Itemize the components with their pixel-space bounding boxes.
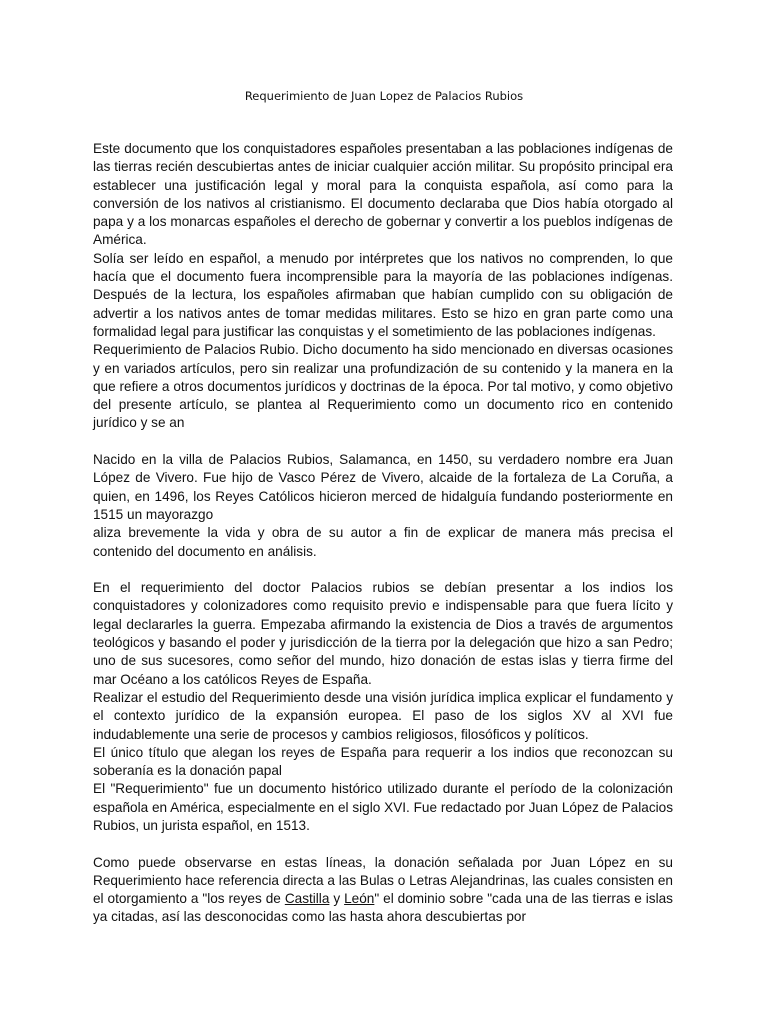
paragraph-spacer (93, 835, 673, 853)
document-title: Requerimiento de Juan Lopez de Palacios Rubios (244, 89, 524, 103)
paragraph-historical-document: El "Requerimiento" fue un documento histórico utilizado durante el período de la colonización española en América, especialmente en el siglo XVI. Fue redactado por Juan López de Palacios Rubios, un jurista español, en 1513. (93, 781, 673, 833)
paragraph-bulas-text-end: " el dominio sobre "cada una de las tierras e islas ya citadas, así las desconocidas como las hasta ahora descubiertas por (93, 891, 673, 925)
paragraph-spacer (93, 433, 673, 451)
paragraph-intro: Este documento que los conquistadores españoles presentaban a las poblaciones indígenas de las tierras recién descubiertas antes de iniciar cualquier acción militar. Su propósito principal era establecer una justificación legal y moral para la conquista española, así como para la conversión de los nativos al cristianismo. El documento declaraba que Dios había otorgado al papa y a los monarcas españoles el derecho de gobernar y convertir a los pueblos indígenas de América. (93, 141, 673, 248)
paragraph-bulas-text-middle: y (329, 891, 345, 907)
document-body (93, 140, 673, 927)
paragraph-palacios-rubio: Requerimiento de Palacios Rubio. Dicho documento ha sido mencionado en diversas ocasiones y en variados artículos, pero sin realizar una profundización de su contenido y la manera en la que refiere a otros documentos jurídicos y doctrinas de la época. Por tal motivo, y como objetivo del presente artículo, se plantea al Requerimiento como un documento rico en contenido jurídico y se an (93, 342, 673, 431)
paragraph-papal-donation: El único título que alegan los reyes de España para requerir a los indios que reconozcan su soberanía es la donación papal (93, 744, 673, 779)
castilla-link[interactable]: Castilla (284, 891, 330, 907)
paragraph-bulas-text-start: Como puede observarse en estas líneas, la donación señalada por Juan López en su Requerimiento hace referencia directa a las Bulas o Letras Alejandrinas, las cuales consisten en el otorgamiento a "los reyes de (93, 854, 673, 907)
paragraph-bulas (93, 854, 673, 927)
paragraph-biography: Nacido en la villa de Palacios Rubios, Salamanca, en 1450, su verdadero nombre era Juan López de Vivero. Fue hijo de Vasco Pérez de Vivero, alcaide de la fortaleza de La Coruña, a quien, en 1496, los Reyes Católicos hicieron merced de hidalguía fundando posteriormente en 1515 un mayorazgo (93, 452, 673, 522)
paragraph-spacer (93, 561, 673, 579)
paragraph-legal-study: Realizar el estudio del Requerimiento desde una visión jurídica implica explicar el fundamento y el contexto jurídico de la expansión europea. El paso de los siglos XV al XVI fue indudablemente una serie de procesos y cambios religiosos, filosóficos y políticos. (93, 689, 673, 742)
paragraph-requirement-content: En el requerimiento del doctor Palacios rubios se debían presentar a los indios los conquistadores y colonizadores como requisito previo e indispensable para que fuera lícito y legal declararles la guerra. Empezaba afirmando la existencia de Dios a través de argumentos teológicos y basando el poder y jurisdicción de la tierra por la delegación que hizo a san Pedro; uno de sus sucesores, como señor del mundo, hizo donación de estas islas y tierra firme del mar Océano a los católicos Reyes de España. (93, 580, 673, 687)
leon-link[interactable]: León (344, 891, 375, 907)
paragraph-reading: Solía ser leído en español, a menudo por intérpretes que los nativos no comprenden, lo que hacía que el documento fuera incomprensible para la mayoría de las poblaciones indígenas. Después de la lectura, los españoles afirmaban que habían cumplido con su obligación de advertir a los nativos antes de tomar medidas militares. Esto se hizo en gran parte como una formalidad legal para justificar las conquistas y el sometimiento de las poblaciones indígenas. (93, 250, 673, 339)
paragraph-analysis: aliza brevemente la vida y obra de su autor a fin de explicar de manera más precisa el contenido del documento en análisis. (93, 525, 673, 559)
